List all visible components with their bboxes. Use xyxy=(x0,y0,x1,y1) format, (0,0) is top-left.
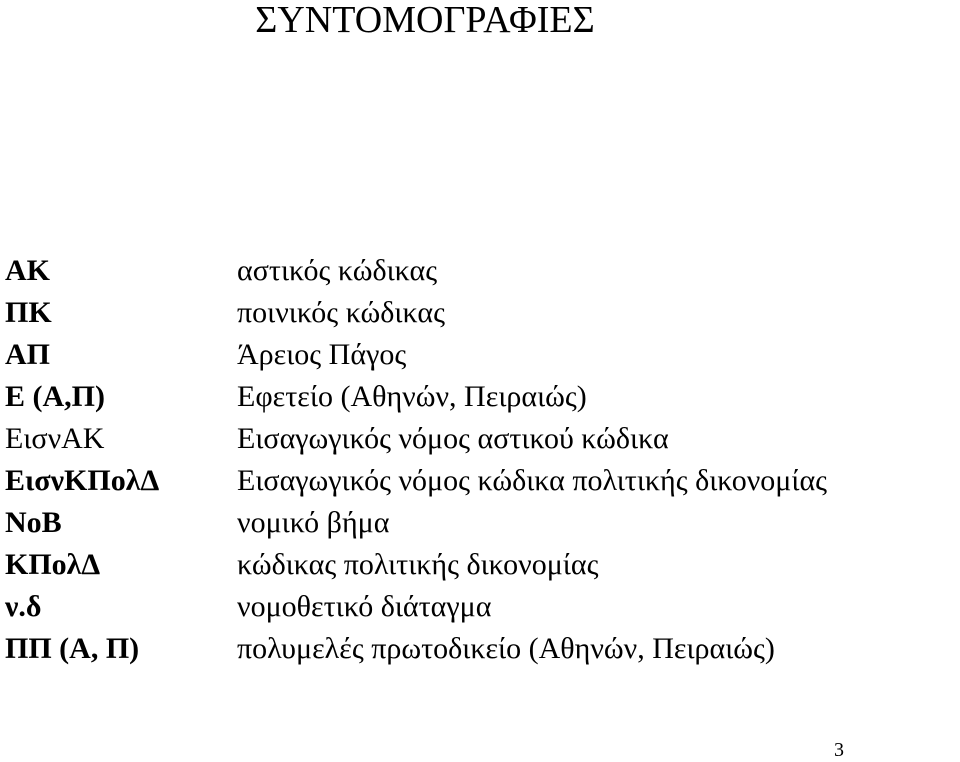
abbreviation-term: ΕισνΑΚ xyxy=(5,422,105,455)
abbreviation-entry xyxy=(5,418,955,460)
abbreviation-meaning: Εισαγωγικός νόμος κώδικα πολιτικής δικονομίας xyxy=(237,464,828,497)
abbreviation-entry xyxy=(5,502,955,544)
abbreviation-term: ΑΠ xyxy=(5,338,50,371)
abbreviation-entry xyxy=(5,460,955,502)
abbreviation-meaning: κώδικας πολιτικής δικονομίας xyxy=(237,548,599,581)
abbreviation-entry xyxy=(5,544,955,586)
abbreviation-meaning: αστικός κώδικας xyxy=(237,254,438,287)
abbreviation-entry xyxy=(5,334,955,376)
abbreviation-entry xyxy=(5,250,955,292)
page-number: 3 xyxy=(834,739,844,761)
abbreviation-term: ΝοΒ xyxy=(5,506,62,539)
abbreviation-meaning: πολυμελές πρωτοδικείο (Αθηνών, Πειραιώς) xyxy=(237,632,775,665)
abbreviation-entry xyxy=(5,292,955,334)
abbreviation-meaning: Εφετείο (Αθηνών, Πειραιώς) xyxy=(237,380,587,413)
abbreviation-term: ΠΠ (Α, Π) xyxy=(5,632,140,665)
abbreviation-meaning: Εισαγωγικός νόμος αστικού κώδικα xyxy=(237,422,669,455)
abbreviation-meaning: νομοθετικό διάταγμα xyxy=(237,590,492,623)
document-title: ΣΥΝΤΟΜΟΓΡΑΦΙΕΣ xyxy=(255,0,595,41)
abbreviation-entry xyxy=(5,628,955,670)
abbreviation-term: Ε (Α,Π) xyxy=(5,380,105,413)
abbreviation-term: ΚΠολΔ xyxy=(5,548,101,581)
abbreviation-meaning: Άρειος Πάγος xyxy=(237,338,407,371)
abbreviations-list xyxy=(5,250,955,670)
abbreviation-term: ΠΚ xyxy=(5,296,52,329)
abbreviation-term: ΑΚ xyxy=(5,254,50,287)
abbreviation-entry xyxy=(5,586,955,628)
abbreviation-term: ΕισνΚΠολΔ xyxy=(5,464,160,497)
abbreviation-meaning: ποινικός κώδικας xyxy=(237,296,445,329)
abbreviation-entry xyxy=(5,376,955,418)
abbreviation-meaning: νομικό βήμα xyxy=(237,506,390,539)
abbreviation-term: ν.δ xyxy=(5,590,42,623)
